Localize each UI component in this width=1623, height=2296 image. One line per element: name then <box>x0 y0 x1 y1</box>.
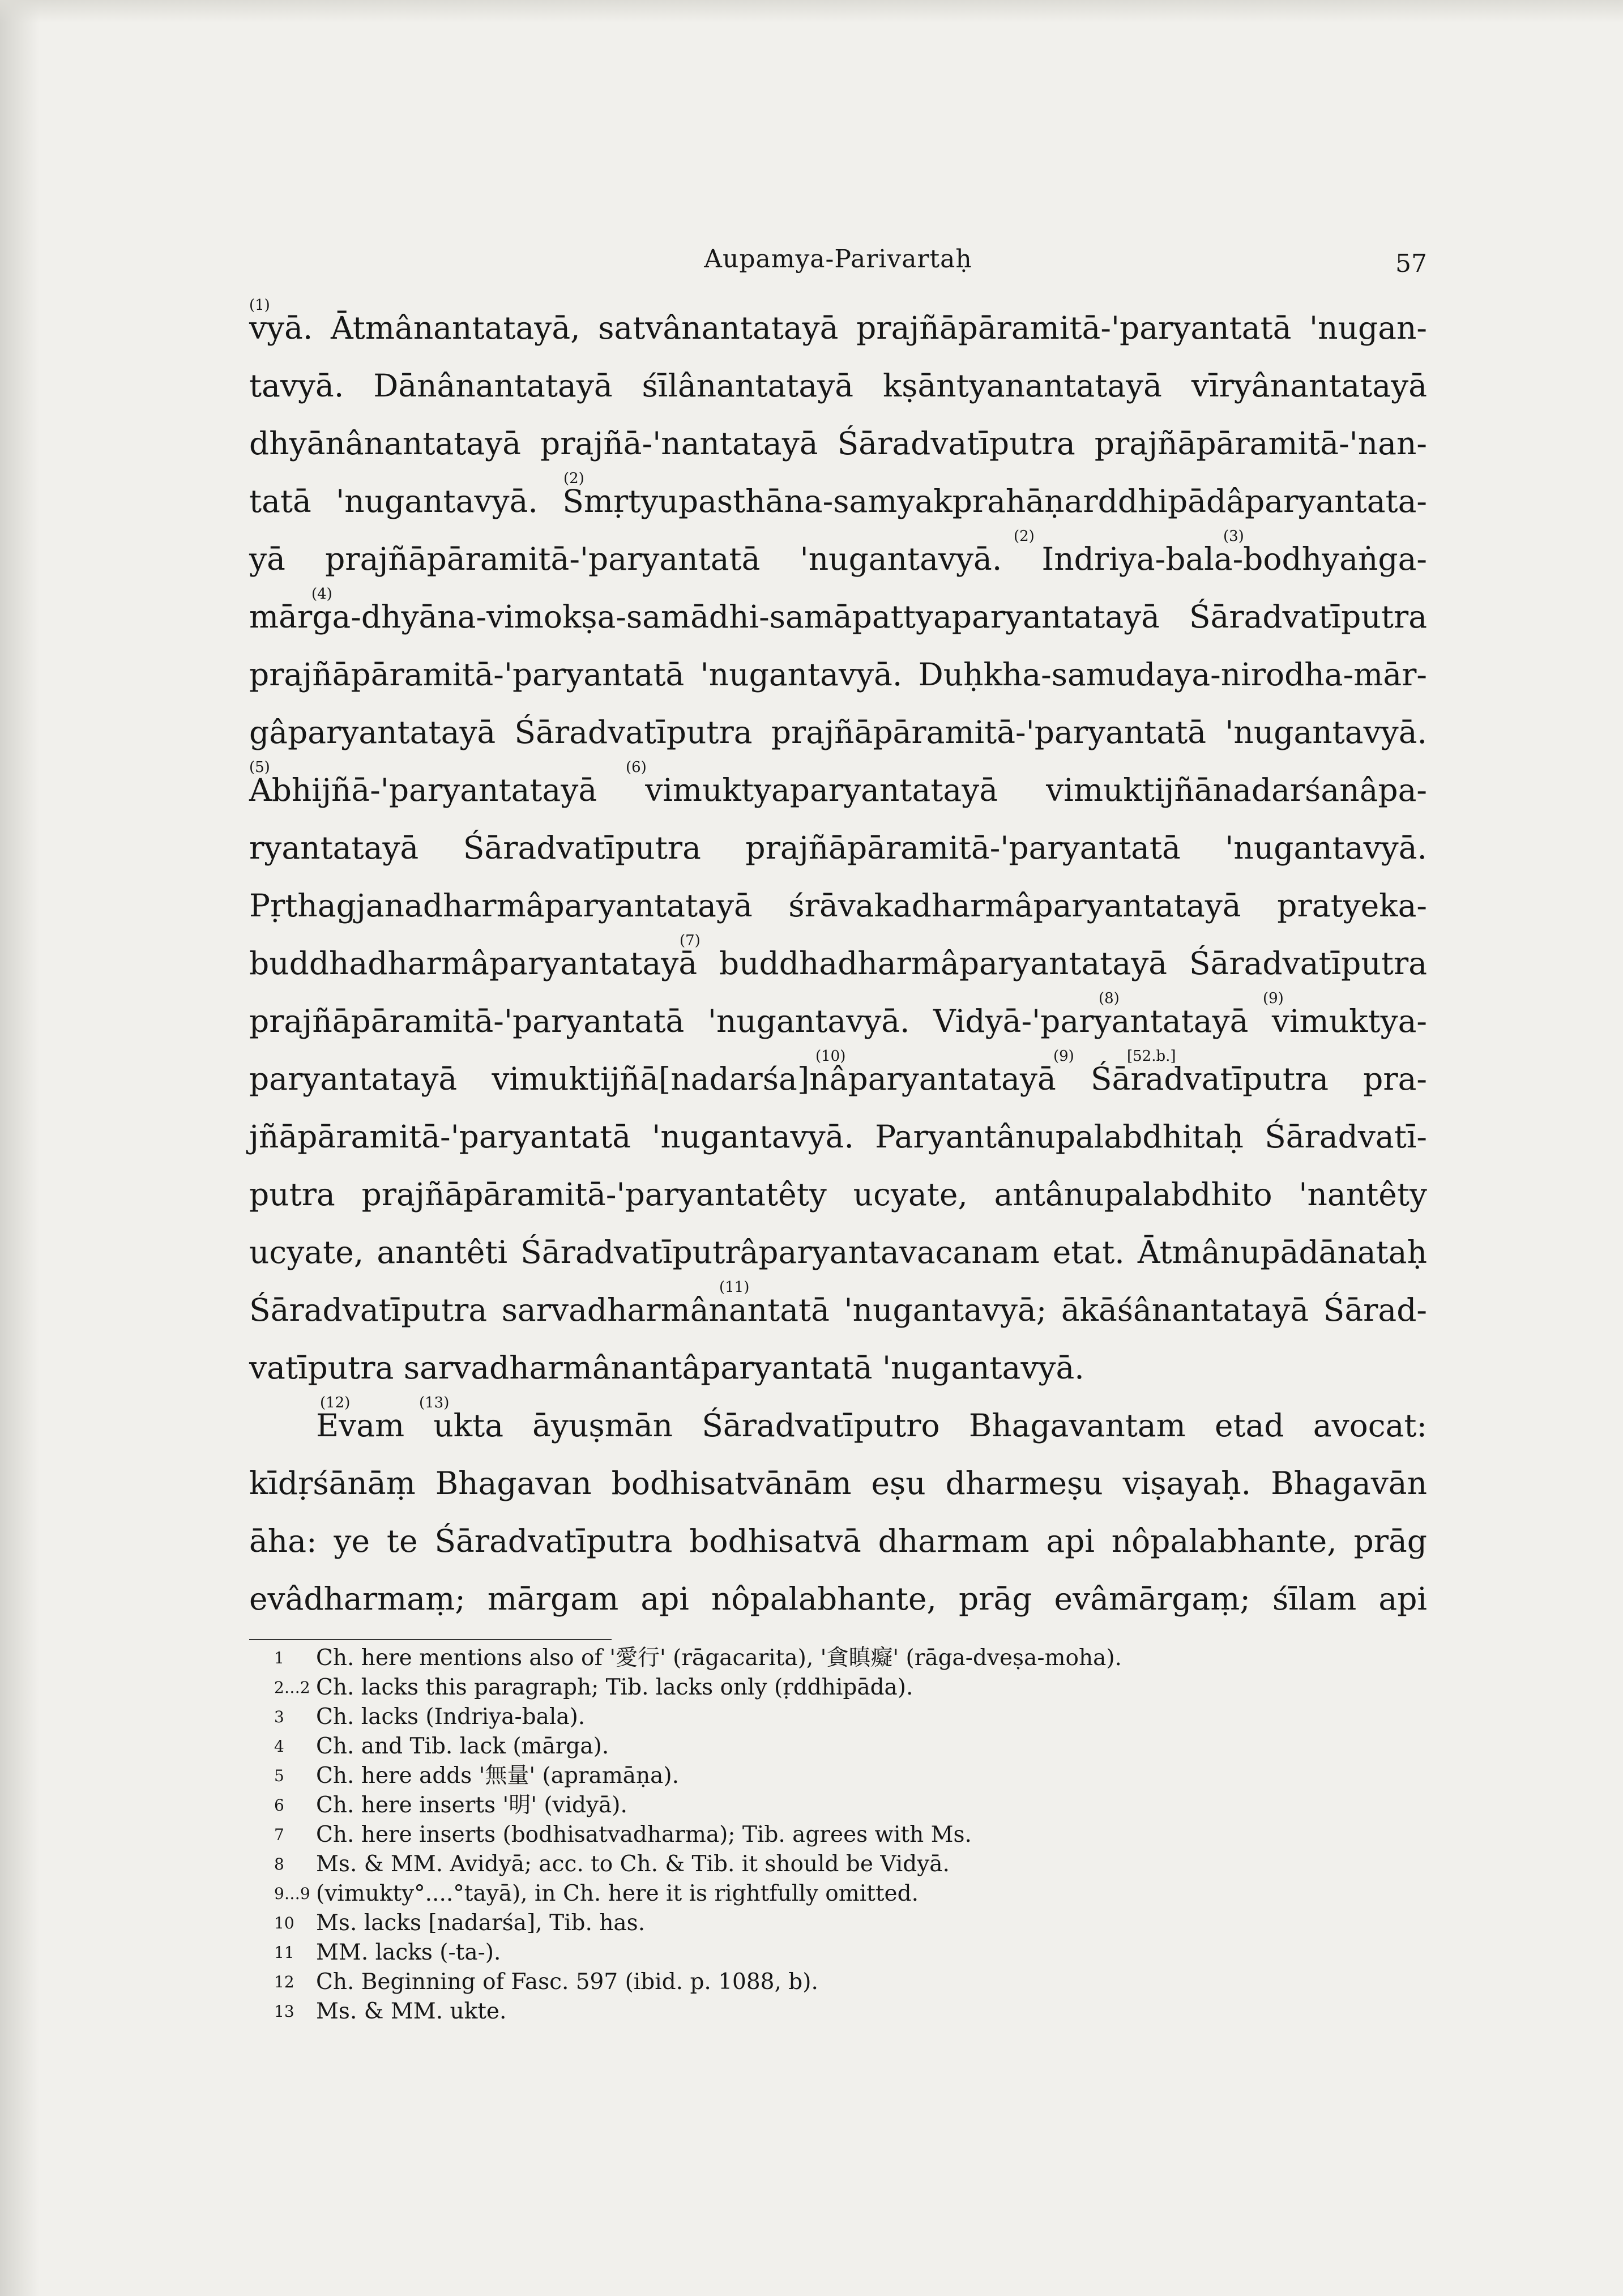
text-line-content: gâparyantatayā Śāradvatīputra prajñāpāramitā-'paryantatā 'nugantavyā. <box>249 714 1427 750</box>
text-line-content: āha: ye te Śāradvatīputra bodhisatvā dharmam api nôpalabhante, prāg <box>249 1523 1427 1559</box>
text-line-content: paryantatayā vimuktijñā[nadarśa]nâparyantatayā Śāradvatīputra pra- <box>249 1061 1427 1097</box>
text-line <box>249 877 1427 934</box>
note-marker: (7) <box>680 932 701 949</box>
footnote <box>249 1938 1427 1968</box>
text-line <box>249 934 1427 992</box>
footnotes <box>249 1644 1427 2026</box>
footnote <box>249 1850 1427 1879</box>
running-title: Aupamya-Parivartaḥ <box>704 245 972 274</box>
text-line <box>249 299 1427 357</box>
text-line <box>249 992 1427 1050</box>
text-line <box>249 1050 1427 1108</box>
text-line-content: vyā. Ātmânantatayā, satvânantatayā prajñāpāramitā-'paryantatā 'nugan- <box>249 310 1427 346</box>
text-line-content: ryantatayā Śāradvatīputra prajñāpāramitā-'paryantatā 'nugantavyā. <box>249 830 1427 866</box>
footnote <box>249 1968 1427 1997</box>
footnote <box>249 1644 1427 1673</box>
folio-marker: [52.b.] <box>1127 1048 1176 1065</box>
footnote-text: Ch. lacks (Indriya-bala). <box>316 1704 586 1730</box>
text-line-content: Evam ukta āyuṣmān Śāradvatīputro Bhagavantam etad avocat: <box>316 1407 1427 1444</box>
text-line <box>249 1454 1427 1512</box>
footnote-text: MM. lacks (-ta-). <box>316 1940 501 1965</box>
text-line <box>249 1512 1427 1570</box>
text-line-content: evâdharmaṃ; mārgam api nôpalabhante, prāg evâmārgaṃ; śīlam api <box>249 1581 1427 1617</box>
text-line <box>249 588 1427 646</box>
page-number: 57 <box>1395 249 1427 278</box>
footnote-text: Ms. & MM. ukte. <box>316 1999 507 2024</box>
text-line <box>249 1281 1427 1339</box>
text-line-content: mārga-dhyāna-vimokṣa-samādhi-samāpattyaparyantatayā Śāradvatīputra <box>249 599 1427 635</box>
text-line-content: kīdṛśānāṃ Bhagavan bodhisatvānām eṣu dharmeṣu viṣayaḥ. Bhagavān <box>249 1465 1427 1501</box>
text-line <box>249 1223 1427 1281</box>
text-line-content: prajñāpāramitā-'paryantatā 'nugantavyā. Vidyā-'paryantatayā vimuktya- <box>249 1003 1427 1039</box>
footnote <box>249 1702 1427 1732</box>
scan-top-shadow <box>0 0 1623 23</box>
footnote-text: Ch. lacks this paragraph; Tib. lacks only (ṛddhipāda). <box>316 1675 913 1700</box>
text-line <box>249 357 1427 415</box>
text-line <box>249 415 1427 472</box>
footnote-text: Ch. and Tib. lack (mārga). <box>316 1734 609 1759</box>
footnote-number: 4 <box>274 1737 284 1756</box>
footnote-number: 9…9 <box>274 1884 310 1903</box>
footnote <box>249 1732 1427 1761</box>
text-line-content: Śāradvatīputra sarvadharmânantatā 'nugantavyā; ākāśânantatayā Śārad- <box>249 1292 1427 1328</box>
note-marker: (10) <box>815 1048 846 1065</box>
text-line-content: Abhijñā-'paryantatayā vimuktyaparyantatayā vimuktijñānadarśanâpa- <box>249 772 1427 808</box>
footnote-number: 1 <box>274 1649 284 1667</box>
footnote-text: Ch. here mentions also of '愛行' (rāgacarita), '貪瞋癡' (rāga-dveṣa-moha). <box>316 1645 1122 1671</box>
footnote-number: 11 <box>274 1943 294 1962</box>
text-line-content: buddhadharmâparyantatayā buddhadharmâparyantatayā Śāradvatīputra <box>249 945 1427 981</box>
text-line-content: yā prajñāpāramitā-'paryantatā 'nugantavyā. Indriya-bala-bodhyaṅga- <box>249 541 1427 577</box>
footnote-number: 8 <box>274 1855 284 1873</box>
footnote-text: Ms. lacks [nadarśa], Tib. has. <box>316 1910 646 1936</box>
note-marker: (3) <box>1223 528 1244 545</box>
footnote-text: (vimukty°....°tayā), in Ch. here it is rightfully omitted. <box>316 1881 919 1906</box>
text-line-content: jñāpāramitā-'paryantatā 'nugantavyā. Paryantânupalabdhitaḥ Śāradvatī- <box>249 1119 1427 1155</box>
text-line <box>249 1108 1427 1166</box>
footnote-number: 7 <box>274 1825 284 1844</box>
footnote-text: Ch. here adds '無量' (apramāṇa). <box>316 1763 680 1789</box>
note-marker: (9) <box>1263 990 1284 1007</box>
footnote <box>249 1909 1427 1938</box>
footnote <box>249 1879 1427 1909</box>
page-header <box>249 245 1427 284</box>
text-line-content: prajñāpāramitā-'paryantatā 'nugantavyā. Duḥkha-samudaya-nirodha-mār- <box>249 656 1427 693</box>
note-marker: (13) <box>419 1394 450 1411</box>
text-line-content: ucyate, anantêti Śāradvatīputrâparyantavacanam etat. Ātmânupādānataḥ <box>249 1234 1427 1270</box>
text-line <box>249 472 1427 530</box>
footnote <box>249 1820 1427 1850</box>
text-line <box>249 646 1427 703</box>
main-text <box>249 299 1427 1628</box>
text-line-content: tatā 'nugantavyā. Smṛtyupasthāna-samyakprahāṇarddhipādâparyantata- <box>249 483 1427 519</box>
footnote <box>249 1791 1427 1820</box>
text-line <box>249 530 1427 588</box>
note-marker: (5) <box>249 759 270 776</box>
text-line <box>249 703 1427 761</box>
footnote-text: Ms. & MM. Avidyā; acc. to Ch. & Tib. it should be Vidyā. <box>316 1851 950 1877</box>
text-line <box>249 1394 1427 1454</box>
footnote-number: 5 <box>274 1766 284 1785</box>
text-line-content: Pṛthagjanadharmâparyantatayā śrāvakadharmâparyantatayā pratyeka- <box>249 887 1427 924</box>
note-marker: (6) <box>626 759 647 776</box>
text-line-content: putra prajñāpāramitā-'paryantatêty ucyate, antânupalabdhito 'nantêty <box>249 1176 1427 1213</box>
footnote-number: 3 <box>274 1708 284 1726</box>
note-marker: (2) <box>563 470 584 487</box>
text-line <box>249 819 1427 877</box>
footnote <box>249 1761 1427 1791</box>
text-line <box>249 761 1427 819</box>
note-marker: (11) <box>719 1279 750 1296</box>
footnote-number: 12 <box>274 1973 294 1991</box>
footnote-text: Ch. Beginning of Fasc. 597 (ibid. p. 1088, b). <box>316 1969 818 1995</box>
footnote-number: 10 <box>274 1914 294 1932</box>
text-line <box>249 1166 1427 1223</box>
note-marker: (9) <box>1053 1048 1074 1065</box>
text-line-content: dhyānânantatayā prajñā-'nantatayā Śāradvatīputra prajñāpāramitā-'nan- <box>249 425 1427 462</box>
scan-edge-shadow <box>0 0 40 2296</box>
note-marker: (1) <box>249 297 270 314</box>
text-line-content: vatīputra sarvadharmânantâparyantatā 'nugantavyā. <box>249 1350 1084 1386</box>
footnote-rule <box>249 1639 612 1640</box>
note-marker: (12) <box>320 1394 351 1411</box>
footnote-text: Ch. here inserts '明' (vidyā). <box>316 1793 627 1818</box>
footnote-text: Ch. here inserts (bodhisatvadharma); Tib. agrees with Ms. <box>316 1822 972 1847</box>
note-marker: (4) <box>311 586 332 603</box>
text-line-content: tavyā. Dānânantatayā śīlânantatayā kṣāntyanantatayā vīryânantatayā <box>249 368 1427 404</box>
footnote-number: 2…2 <box>274 1678 310 1697</box>
footnote <box>249 1673 1427 1702</box>
text-line <box>249 1570 1427 1628</box>
footnote-number: 6 <box>274 1796 284 1815</box>
footnote <box>249 1997 1427 2026</box>
note-marker: (2) <box>1014 528 1035 545</box>
text-line <box>249 1339 1427 1397</box>
footnote-number: 13 <box>274 2002 294 2021</box>
note-marker: (8) <box>1099 990 1120 1007</box>
